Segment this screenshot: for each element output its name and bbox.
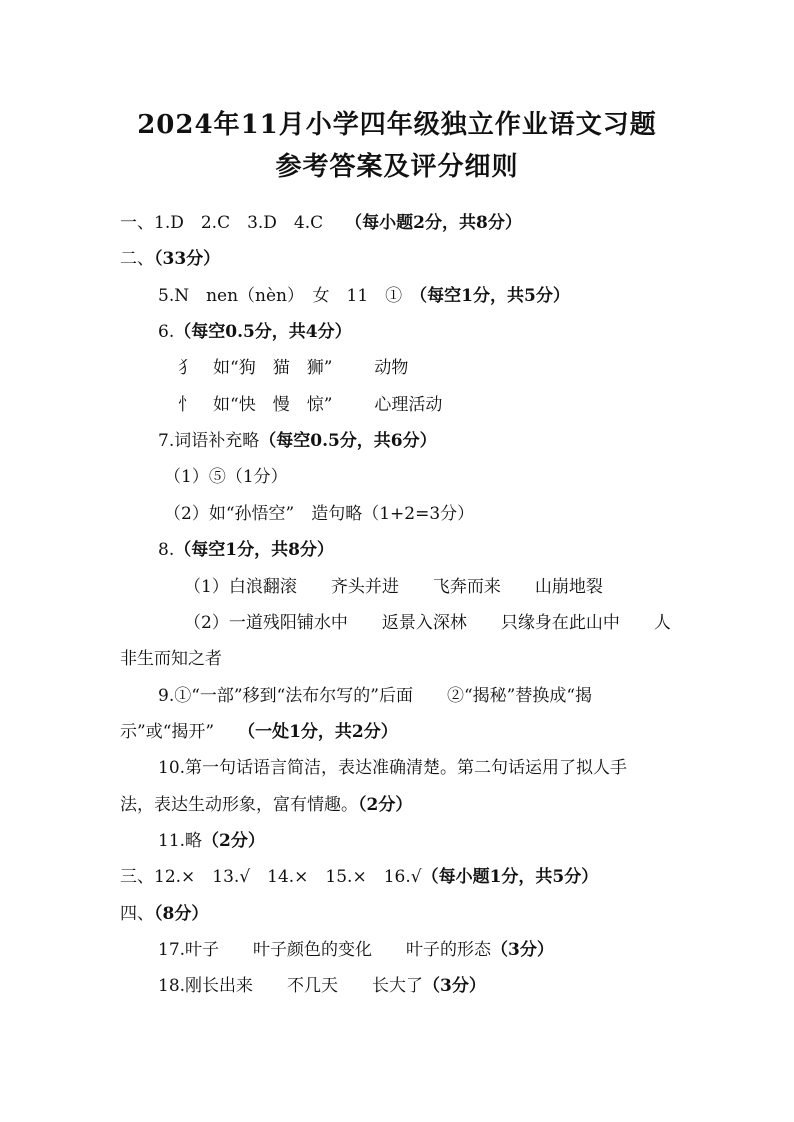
q7-sub-1: （1）⑤（1分） bbox=[164, 467, 288, 487]
q6-row2-examples: 如“快 慢 惊” bbox=[213, 395, 333, 415]
q18-score: （3分） bbox=[423, 976, 486, 996]
section-3-answers: 12.× 13.√ 14.× 15.× 16.√ bbox=[154, 867, 422, 887]
section-3-line bbox=[120, 867, 598, 887]
q5-text: 5.N nen（nèn） 女 11 ① bbox=[158, 286, 403, 306]
q6-row2-radical: 忄 bbox=[178, 395, 195, 415]
section-3-label: 三、 bbox=[120, 867, 154, 887]
q7-score: （每空0.5分，共6分） bbox=[259, 431, 437, 451]
q18-text: 18.刚长出来 不几天 长大了 bbox=[158, 976, 424, 996]
section-1-label: 一、 bbox=[120, 213, 154, 233]
q11-text: 11.略 bbox=[158, 831, 203, 851]
q8-sub-2b: 非生而知之者 bbox=[120, 649, 222, 669]
q7-line bbox=[158, 431, 437, 451]
q8-line bbox=[158, 540, 334, 560]
q6-num: 6. bbox=[158, 322, 175, 342]
q9-line-2 bbox=[120, 722, 398, 742]
section-2-score: （33分） bbox=[154, 249, 221, 269]
q8-sub-1: （1）白浪翻滚 齐头并进 飞奔而来 山崩地裂 bbox=[184, 577, 603, 597]
q6-row-1 bbox=[178, 358, 408, 378]
q9-score: （一处1分，共2分） bbox=[238, 722, 398, 742]
page-subtitle: 参考答案及评分细则 bbox=[275, 152, 519, 182]
section-2-label: 二、 bbox=[120, 249, 154, 269]
page-title: 2024年11月小学四年级独立作业语文习题 bbox=[137, 110, 657, 140]
section-2-line bbox=[120, 249, 220, 269]
q6-row2-meaning: 心理活动 bbox=[374, 395, 443, 415]
q6-line bbox=[158, 322, 352, 342]
q10-line-2 bbox=[120, 795, 412, 815]
section-4-score: （8分） bbox=[154, 904, 209, 924]
section-1-answers: 1.D 2.C 3.D 4.C bbox=[154, 213, 324, 233]
q17-score: （3分） bbox=[491, 940, 554, 960]
q9-line-1: 9.①“一部”移到“法布尔写的”后面 ②“揭秘”替换成“揭 bbox=[158, 686, 593, 706]
q8-score: （每空1分，共8分） bbox=[174, 540, 334, 560]
section-4-label: 四、 bbox=[120, 904, 154, 924]
q11-line bbox=[158, 831, 265, 851]
q10-text-2: 法，表达生动形象，富有情趣。 bbox=[120, 795, 358, 815]
section-1-score: （每小题2分，共8分） bbox=[345, 213, 522, 233]
q6-row1-radical: 犭 bbox=[178, 358, 195, 378]
q17-text: 17.叶子 叶子颜色的变化 叶子的形态 bbox=[158, 940, 492, 960]
q8-sub-2a: （2）一道残阳铺水中 返景入深林 只缘身在此山中 人 bbox=[184, 613, 671, 633]
q10-score: （2分） bbox=[358, 795, 413, 815]
q8-num: 8. bbox=[158, 540, 175, 560]
q6-score: （每空0.5分，共4分） bbox=[174, 322, 352, 342]
section-1-line bbox=[120, 213, 522, 233]
q7-text: 7.词语补充略 bbox=[158, 431, 260, 451]
q7-sub-2: （2）如“孙悟空” 造句略（1+2=3分） bbox=[164, 504, 475, 524]
q9-text-2: 示”或“揭开” bbox=[120, 722, 215, 742]
q11-score: （2分） bbox=[202, 831, 265, 851]
q6-row1-examples: 如“狗 猫 狮” bbox=[213, 358, 333, 378]
q6-row1-meaning: 动物 bbox=[374, 358, 409, 378]
section-3-score: （每小题1分，共5分） bbox=[421, 867, 599, 887]
q5-score: （每空1分，共5分） bbox=[410, 286, 570, 306]
q10-line-1: 10.第一句话语言简洁，表达准确清楚。第二句话运用了拟人手 bbox=[158, 758, 628, 778]
q17-line bbox=[158, 940, 554, 960]
q18-line bbox=[158, 976, 486, 996]
section-4-line bbox=[120, 904, 208, 924]
q6-row-2 bbox=[178, 395, 442, 415]
q5-line bbox=[158, 286, 570, 306]
